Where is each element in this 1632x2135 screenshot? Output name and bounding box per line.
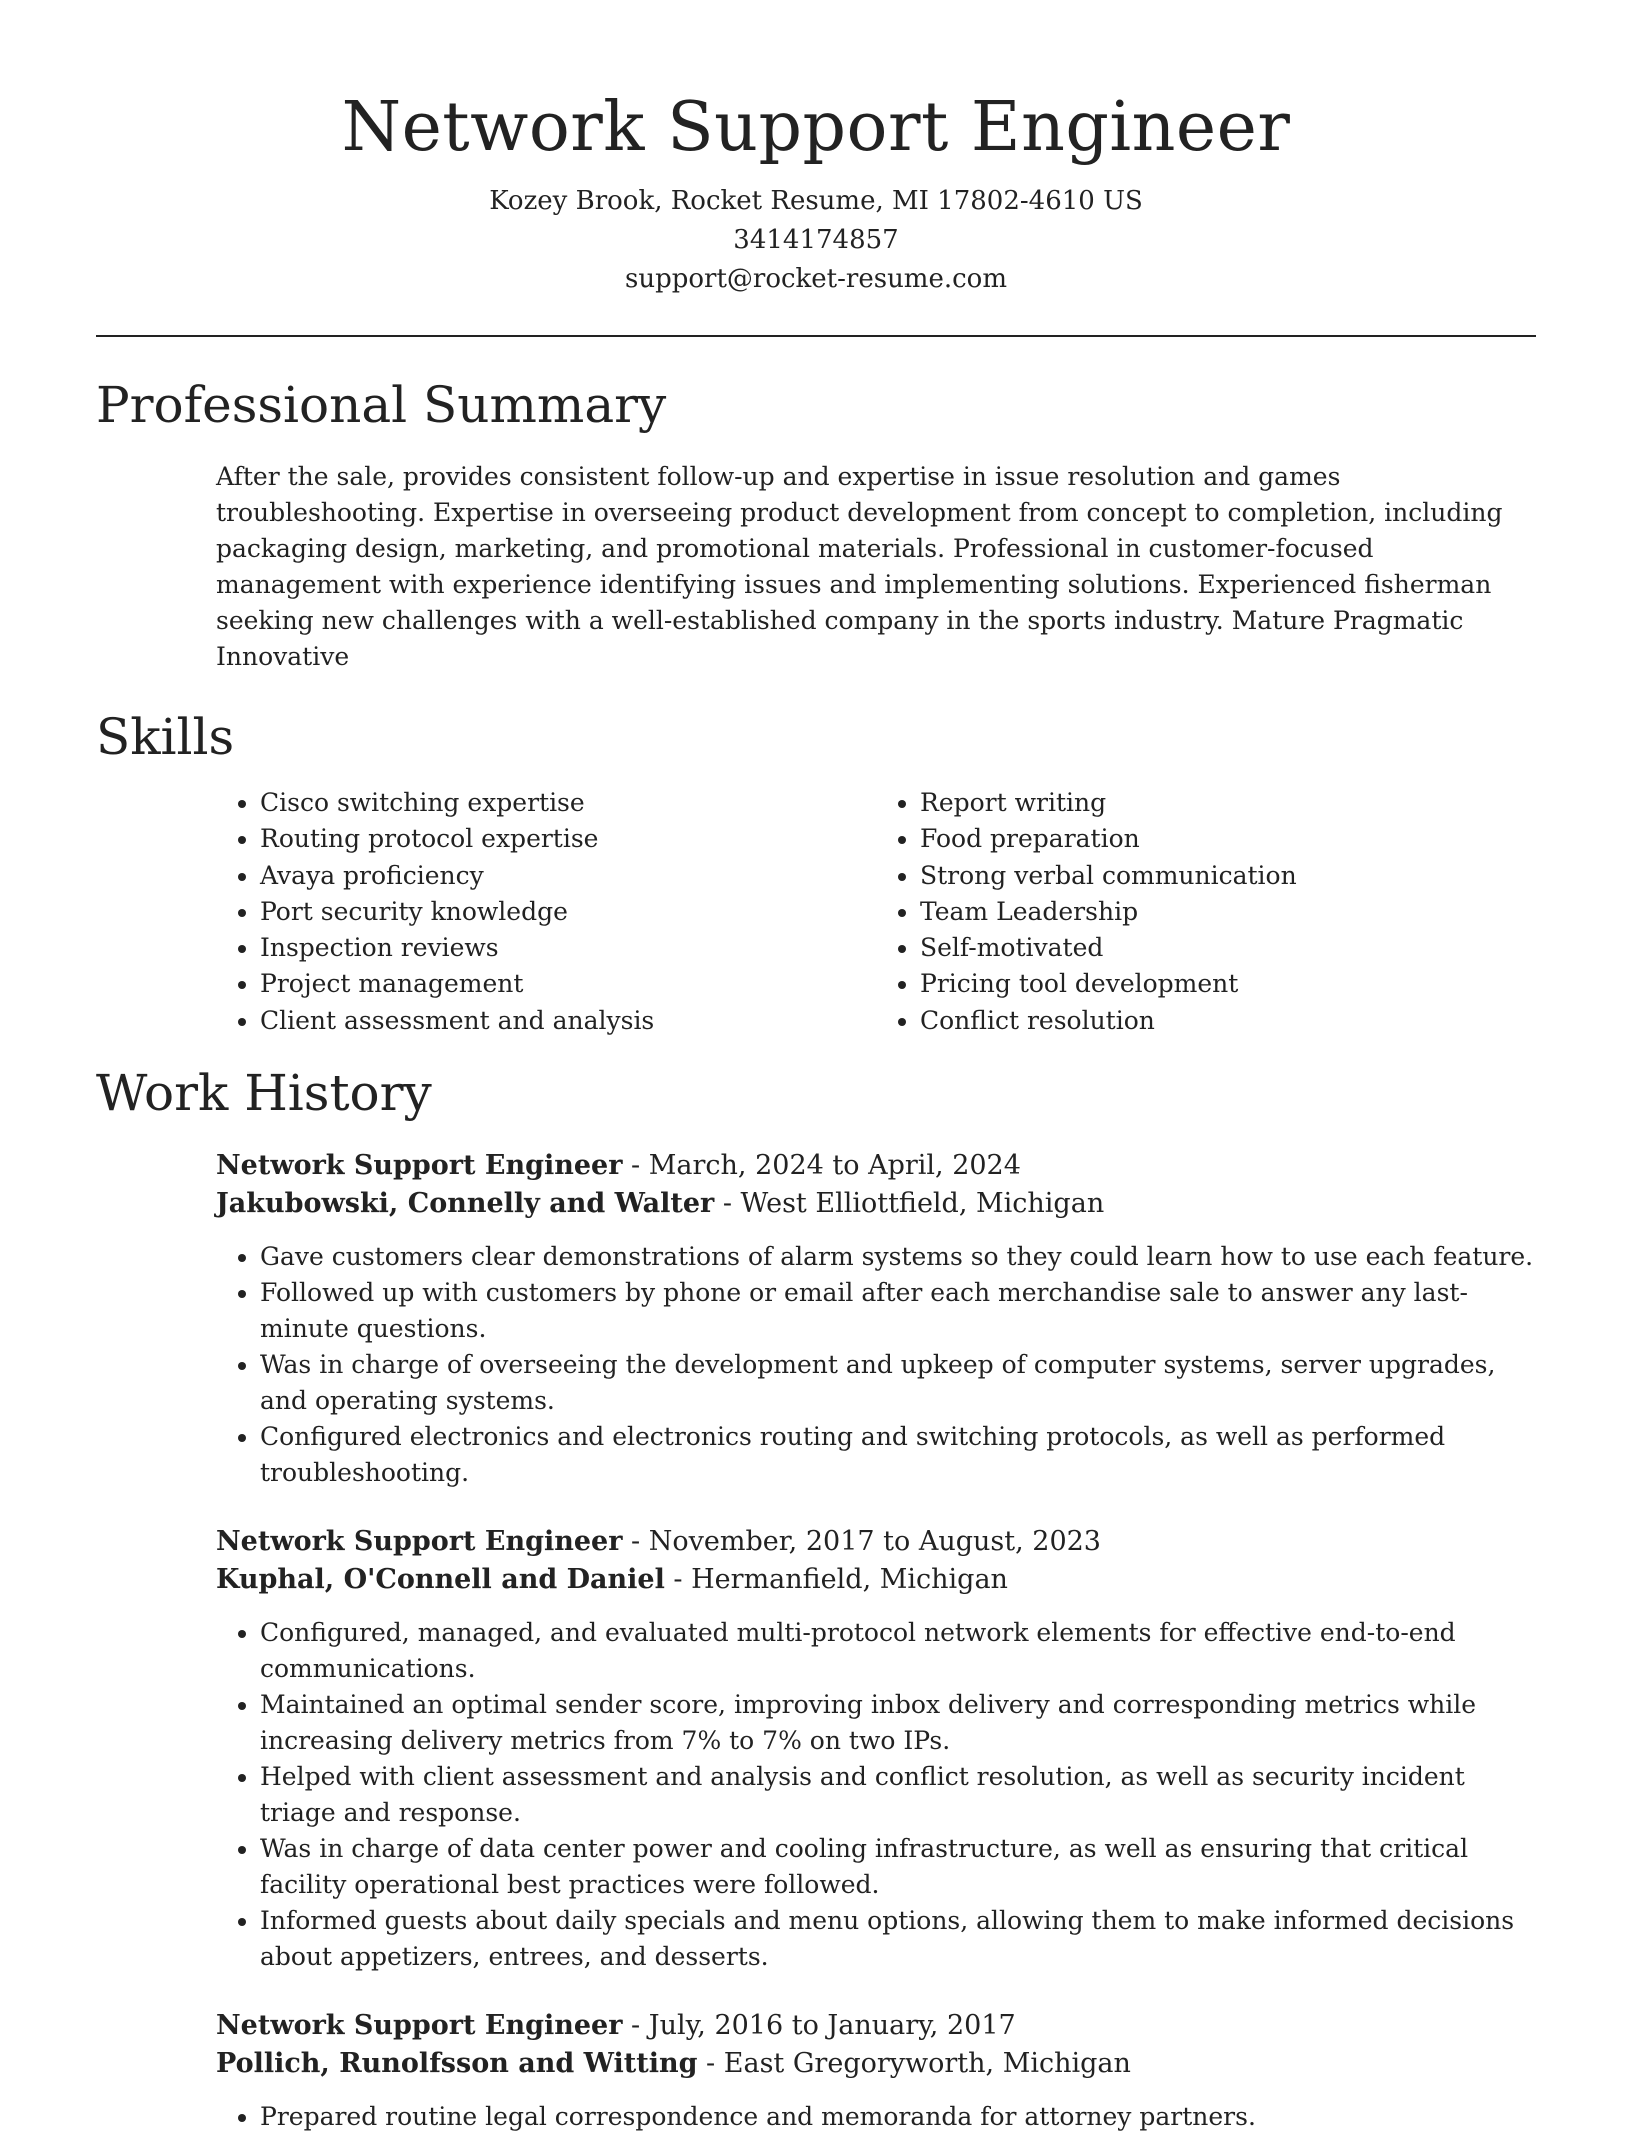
job-bullet: • Informed guests about daily specials and menu options, allowing them to make informed decisions about appetizers, entrees, and desserts.	[260, 1903, 1536, 1975]
job-company: Jakubowski, Connelly and Walter	[216, 1188, 715, 1220]
resume-page	[96, 0, 1536, 2135]
job-location: Hermanfield, Michigan	[691, 1564, 1008, 1596]
job-bullets	[216, 1239, 1536, 1491]
job-entry	[216, 1523, 1536, 1975]
job-dates: November, 2017 to August, 2023	[648, 1526, 1101, 1558]
job-bullet: • Helped with client assessment and analysis and conflict resolution, as well as security incident triage and response.	[260, 1759, 1536, 1831]
job-company-line: Jakubowski, Connelly and Walter - West Elliottfield, Michigan	[216, 1188, 1105, 1220]
address-line: Kozey Brook, Rocket Resume, MI 17802-4610 US	[489, 186, 1143, 216]
skill-item: • Inspection reviews	[260, 930, 876, 966]
job-entry	[216, 1147, 1536, 1491]
summary-text: After the sale, provides consistent follow-up and expertise in issue resolution and games troubleshooting. Expertise in overseeing product development from concept to completion, including packaging design, marketing, and promotional materials. Professional in customer-focused management with experience identifying issues and implementing solutions. Experienced fisherman seeking new challenges with a well-established company in the sports industry. Mature Pragmatic Innovative	[216, 462, 1503, 671]
skill-item: • Team Leadership	[920, 894, 1536, 930]
work-history-heading: Work History	[96, 1064, 432, 1123]
skill-item: • Port security knowledge	[260, 894, 876, 930]
job-bullet: • Was in charge of data center power and cooling infrastructure, as well as ensuring that critical facility operational best practices were followed.	[260, 1831, 1536, 1903]
skill-item: • Cisco switching expertise	[260, 785, 876, 821]
job-dates: July, 2016 to January, 2017	[648, 2010, 1016, 2042]
email-line: support@rocket-resume.com	[624, 264, 1007, 294]
skill-item: • Report writing	[920, 785, 1536, 821]
candidate-title: Network Support Engineer	[341, 88, 1291, 167]
job-bullet: • Maintained an optimal sender score, improving inbox delivery and corresponding metrics while increasing delivery metrics from 7% to 7% on two IPs.	[260, 1687, 1536, 1759]
skill-item: • Client assessment and analysis	[260, 1003, 876, 1039]
skill-item: • Self-motivated	[920, 930, 1536, 966]
job-company-line: Pollich, Runolfsson and Witting - East Gregoryworth, Michigan	[216, 2048, 1131, 2080]
job-bullet: • Configured, managed, and evaluated multi-protocol network elements for effective end-to-end communications.	[260, 1615, 1536, 1687]
skill-item: • Conflict resolution	[920, 1003, 1536, 1039]
job-bullet: • Gave customers clear demonstrations of alarm systems so they could learn how to use each feature.	[260, 1239, 1536, 1275]
resume-header	[96, 0, 1536, 299]
job-company: Kuphal, O'Connell and Daniel	[216, 1564, 665, 1596]
skill-item: • Routing protocol expertise	[260, 821, 876, 857]
job-bullets	[216, 2099, 1536, 2135]
job-title-line: Network Support Engineer - November, 2017 to August, 2023	[216, 1526, 1101, 1558]
skills-heading: Skills	[96, 708, 235, 766]
job-role: Network Support Engineer	[216, 1150, 623, 1182]
job-bullet: • Prepared routine legal correspondence and memoranda for attorney partners.	[260, 2099, 1536, 2135]
skills-list	[216, 785, 1536, 1039]
job-location: West Elliottfield, Michigan	[740, 1188, 1105, 1220]
phone-line: 3414174857	[733, 225, 899, 255]
job-dates: March, 2024 to April, 2024	[648, 1150, 1021, 1182]
skill-item: • Avaya proficiency	[260, 858, 876, 894]
job-bullet: • Was in charge of overseeing the development and upkeep of computer systems, server upgrades, and operating systems.	[260, 1347, 1536, 1419]
job-bullet: • Followed up with customers by phone or email after each merchandise sale to answer any last-minute questions.	[260, 1275, 1536, 1347]
skill-item: • Pricing tool development	[920, 966, 1536, 1002]
job-role: Network Support Engineer	[216, 2010, 623, 2042]
job-title-line: Network Support Engineer - March, 2024 to April, 2024	[216, 1150, 1021, 1182]
job-title-line: Network Support Engineer - July, 2016 to January, 2017	[216, 2010, 1016, 2042]
job-location: East Gregoryworth, Michigan	[723, 2048, 1131, 2080]
skill-item: • Strong verbal communication	[920, 858, 1536, 894]
skill-item: • Food preparation	[920, 821, 1536, 857]
job-entry	[216, 2007, 1536, 2135]
skills-column-left	[216, 785, 876, 1039]
job-bullets	[216, 1615, 1536, 1975]
job-company: Pollich, Runolfsson and Witting	[216, 2048, 698, 2080]
job-bullet: • Configured electronics and electronics routing and switching protocols, as well as performed troubleshooting.	[260, 1419, 1536, 1491]
header-divider	[96, 335, 1536, 337]
skills-column-right	[876, 785, 1536, 1039]
summary-heading: Professional Summary	[96, 376, 667, 434]
job-role: Network Support Engineer	[216, 1526, 623, 1558]
skill-item: • Project management	[260, 966, 876, 1002]
job-company-line: Kuphal, O'Connell and Daniel - Hermanfield, Michigan	[216, 1564, 1008, 1596]
